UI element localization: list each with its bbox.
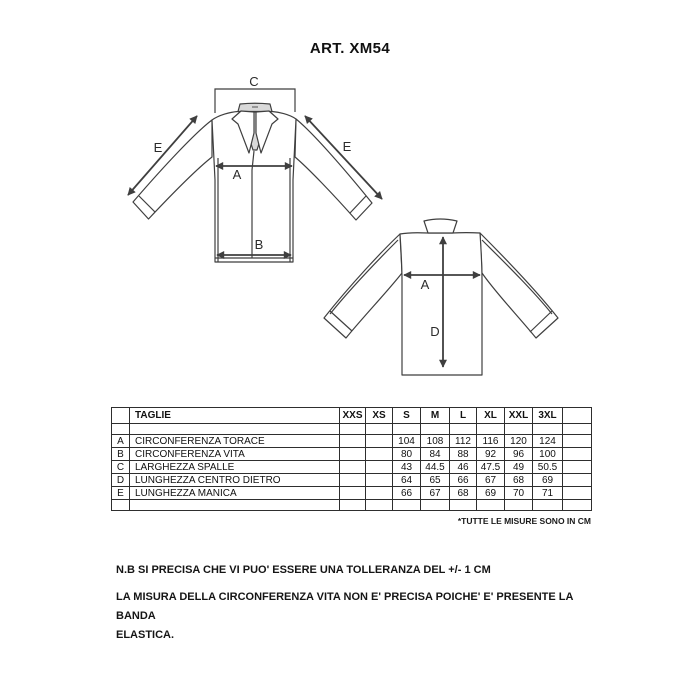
elastic-band-note: [116, 588, 608, 645]
cell-value: 120: [505, 435, 533, 448]
cell-value: 65: [421, 474, 450, 487]
col-header-xs: XS: [366, 408, 393, 424]
cell-value: [533, 500, 563, 511]
cell-value: [366, 424, 393, 435]
cell-value: 84: [421, 448, 450, 461]
cell-value: [563, 424, 592, 435]
table-row: [112, 461, 592, 474]
col-header-l: L: [450, 408, 477, 424]
cell-value: 64: [393, 474, 421, 487]
cell-value: [505, 424, 533, 435]
row-letter: E: [112, 487, 130, 500]
page-title: ART. XM54: [309, 40, 391, 57]
cell-value: [366, 500, 393, 511]
cell-value: 100: [533, 448, 563, 461]
col-header-xxl: XXL: [505, 408, 533, 424]
label-a-back: A: [420, 277, 430, 292]
cell-value: 88: [450, 448, 477, 461]
cell-value: [340, 500, 366, 511]
row-letter: C: [112, 461, 130, 474]
col-header-empty: [112, 408, 130, 424]
cell-value: [563, 500, 592, 511]
back-left-sleeve: [324, 234, 402, 338]
back-right-sleeve: [480, 233, 558, 338]
label-e-right: E: [342, 139, 352, 154]
table-row: [112, 435, 592, 448]
cell-value: [450, 424, 477, 435]
cell-value: [340, 448, 366, 461]
label-a-front: A: [232, 167, 242, 182]
cell-value: 43: [393, 461, 421, 474]
cell-value: [450, 500, 477, 511]
cell-value: [421, 424, 450, 435]
cell-value: 49: [505, 461, 533, 474]
row-label: LUNGHEZZA MANICA: [130, 487, 340, 500]
cell-value: [563, 461, 592, 474]
table-row: [112, 500, 592, 511]
cell-value: 69: [533, 474, 563, 487]
row-label: [130, 500, 340, 511]
cell-value: 80: [393, 448, 421, 461]
cell-value: 116: [477, 435, 505, 448]
row-letter: D: [112, 474, 130, 487]
table-row: [112, 448, 592, 461]
table-row: [112, 424, 592, 435]
cell-value: [366, 487, 393, 500]
label-e-left: E: [153, 140, 163, 155]
cell-value: [421, 500, 450, 511]
cell-value: 67: [421, 487, 450, 500]
table-header-row: [112, 408, 592, 424]
cell-value: [340, 487, 366, 500]
label-b: B: [254, 237, 264, 252]
cell-value: 47.5: [477, 461, 505, 474]
cell-value: 68: [450, 487, 477, 500]
label-c: C: [249, 74, 259, 89]
cell-value: 96: [505, 448, 533, 461]
front-jacket-drawing: [133, 103, 372, 262]
cell-value: [563, 448, 592, 461]
cell-value: 104: [393, 435, 421, 448]
front-right-sleeve: [295, 119, 372, 220]
elastic-band-note-line2: ELASTICA.: [116, 629, 175, 641]
col-header-s: S: [393, 408, 421, 424]
cell-value: 112: [450, 435, 477, 448]
cell-value: 66: [450, 474, 477, 487]
col-header-taglie: TAGLIE: [130, 408, 340, 424]
back-collar: [424, 219, 457, 233]
row-label: CIRCONFERENZA VITA: [130, 448, 340, 461]
cell-value: [366, 474, 393, 487]
elastic-band-note-line1: LA MISURA DELLA CIRCONFERENZA VITA NON E' PRECISA POICHE' E' PRESENTE LA BANDA: [116, 591, 574, 622]
row-letter: B: [112, 448, 130, 461]
row-letter: [112, 500, 130, 511]
cell-value: 108: [421, 435, 450, 448]
row-label: CIRCONFERENZA TORACE: [130, 435, 340, 448]
back-body: [400, 233, 482, 375]
row-letter: [112, 424, 130, 435]
cell-value: [477, 424, 505, 435]
cell-value: 46: [450, 461, 477, 474]
cell-value: [340, 474, 366, 487]
measurement-diagram: [100, 70, 600, 400]
cell-value: [505, 500, 533, 511]
cell-value: 92: [477, 448, 505, 461]
units-footnote: *TUTTE LE MISURE SONO IN CM: [457, 516, 591, 526]
cell-value: 70: [505, 487, 533, 500]
tolerance-note: N.B SI PRECISA CHE VI PUO' ESSERE UNA TOLLERANZA DEL +/- 1 CM: [116, 564, 491, 576]
size-table: [111, 407, 592, 511]
cell-value: [533, 424, 563, 435]
cell-value: 67: [477, 474, 505, 487]
col-header-3xl: 3XL: [533, 408, 563, 424]
table-row: [112, 474, 592, 487]
back-jacket-drawing: [324, 219, 558, 375]
row-label: LARGHEZZA SPALLE: [130, 461, 340, 474]
cell-value: [563, 487, 592, 500]
cell-value: 68: [505, 474, 533, 487]
cell-value: 66: [393, 487, 421, 500]
label-d: D: [430, 324, 440, 339]
cell-value: 71: [533, 487, 563, 500]
cell-value: [393, 500, 421, 511]
col-header-xxs: XXS: [340, 408, 366, 424]
cell-value: [340, 435, 366, 448]
cell-value: [393, 424, 421, 435]
cell-value: 44.5: [421, 461, 450, 474]
col-header-empty: [563, 408, 592, 424]
cell-value: [366, 448, 393, 461]
cell-value: [563, 474, 592, 487]
cell-value: [366, 461, 393, 474]
cell-value: [477, 500, 505, 511]
table-row: [112, 487, 592, 500]
cell-value: [340, 461, 366, 474]
cell-value: [563, 435, 592, 448]
row-letter: A: [112, 435, 130, 448]
front-left-sleeve: [133, 120, 212, 219]
col-header-xl: XL: [477, 408, 505, 424]
row-label: LUNGHEZZA CENTRO DIETRO: [130, 474, 340, 487]
cell-value: 69: [477, 487, 505, 500]
col-header-m: M: [421, 408, 450, 424]
row-label: [130, 424, 340, 435]
cell-value: 50.5: [533, 461, 563, 474]
cell-value: [340, 424, 366, 435]
cell-value: 124: [533, 435, 563, 448]
cell-value: [366, 435, 393, 448]
